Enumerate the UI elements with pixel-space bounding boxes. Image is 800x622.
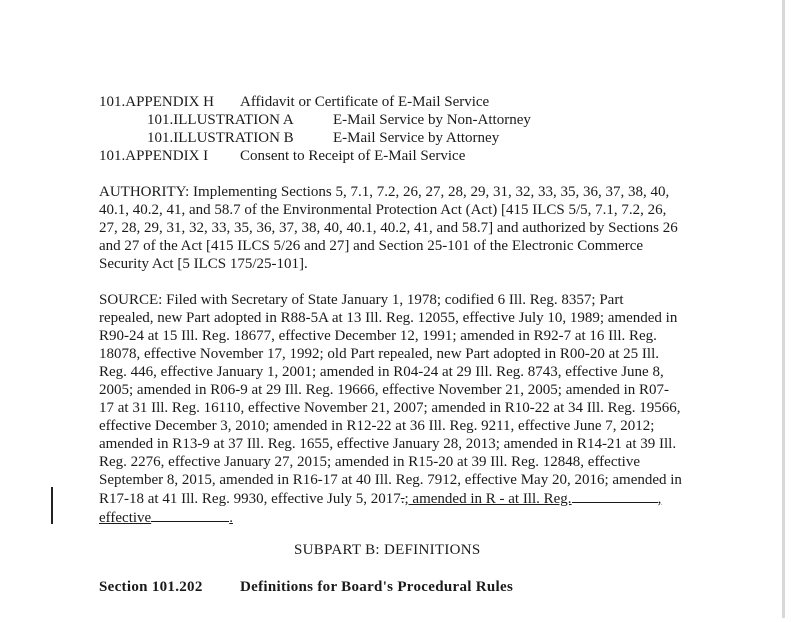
inserted-period: . [229, 510, 233, 526]
source-line-tail [99, 508, 711, 527]
section-number: Section 101.202 [99, 579, 203, 595]
authority-line: and 27 of the Act [415 ILCS 5/26 and 27] and Section 25-101 of the Electronic Commerce [99, 238, 644, 254]
section-title: Definitions for Board's Procedural Rules [240, 579, 514, 595]
toc-code-appendix-h: 101.APPENDIX H [99, 94, 215, 110]
authority-line: 40.1, 40.2, 41, and 58.7 of the Environmental Protection Act (Act) [415 ILCS 5/5, 7.1, 7.2, 26, [99, 202, 667, 218]
toc-code-appendix-i: 101.APPENDIX I [99, 148, 209, 164]
change-bar [51, 487, 53, 524]
toc-title-appendix-i: Consent to Receipt of E-Mail Service [240, 148, 466, 164]
source-line: R90-24 at 15 Ill. Reg. 18677, effective December 12, 1991; amended in R92-7 at 16 Ill. Reg. [99, 328, 657, 344]
source-paragraph [99, 291, 711, 527]
page-edge [782, 0, 785, 618]
source-line: amended in R13-9 at 37 Ill. Reg. 1655, effective January 28, 2013; amended in R14-21 at 39 Ill. [99, 436, 677, 452]
deleted-text: . [400, 491, 405, 507]
toc-code-illustration-b: 101.ILLUSTRATION B [147, 130, 294, 146]
source-line: 17 at 31 Ill. Reg. 16110, effective November 21, 2007; amended in R10-22 at 34 Ill. Reg. 19566, [99, 400, 681, 416]
subpart-heading: SUBPART B: DEFINITIONS [294, 542, 481, 558]
toc-title-appendix-h: Affidavit or Certificate of E-Mail Service [240, 94, 490, 110]
inserted-effective: effective [99, 510, 152, 526]
source-line: Reg. 446, effective January 1, 2001; amended in R04-24 at 29 Ill. Reg. 8743, effective June 8, [99, 364, 664, 380]
blank-underline [151, 508, 229, 522]
authority-line: AUTHORITY: Implementing Sections 5, 7.1, 7.2, 26, 27, 28, 29, 31, 32, 33, 35, 36, 37, 38, 40, [99, 184, 670, 200]
source-line: 18078, effective November 17, 1992; old Part repealed, new Part adopted in R00-20 at 25 Ill. [99, 346, 659, 362]
inserted-text: ; amended in R - at Ill. Reg. [404, 491, 572, 507]
source-line: effective December 3, 2010; amended in R12-22 at 36 Ill. Reg. 9211, effective June 7, 2012; [99, 418, 655, 434]
blank-underline [572, 489, 658, 503]
toc-title-illustration-a: E-Mail Service by Non-Attorney [333, 112, 531, 128]
source-line: SOURCE: Filed with Secretary of State January 1, 1978; codified 6 Ill. Reg. 8357; Part [99, 292, 624, 308]
source-line: September 8, 2015, amended in R16-17 at 40 Ill. Reg. 7912, effective May 20, 2016; amended in [99, 472, 682, 488]
toc-code-illustration-a: 101.ILLUSTRATION A [147, 112, 294, 128]
source-line: repealed, new Part adopted in R88-5A at 13 Ill. Reg. 12055, effective July 10, 1989; amended in [99, 310, 678, 326]
toc-title-illustration-b: E-Mail Service by Attorney [333, 130, 500, 146]
source-last-plain: R17-18 at 41 Ill. Reg. 9930, effective July 5, 2017 [99, 491, 401, 507]
source-line: 2005; amended in R06-9 at 29 Ill. Reg. 19666, effective November 21, 2005; amended in R07- [99, 382, 670, 398]
inserted-text-end: , [657, 491, 662, 507]
authority-line: Security Act [5 ILCS 175/25-101]. [99, 256, 308, 272]
source-line-amended [99, 489, 711, 508]
authority-line: 27, 28, 29, 31, 32, 33, 35, 36, 37, 38, 40, 40.1, 40.2, 41, and 58.7] and authorized by Sections 26 [99, 220, 678, 236]
source-line: Reg. 2276, effective January 27, 2015; amended in R15-20 at 39 Ill. Reg. 12848, effective [99, 454, 640, 470]
cutoff-text-line [99, 608, 659, 622]
authority-paragraph [99, 183, 711, 273]
